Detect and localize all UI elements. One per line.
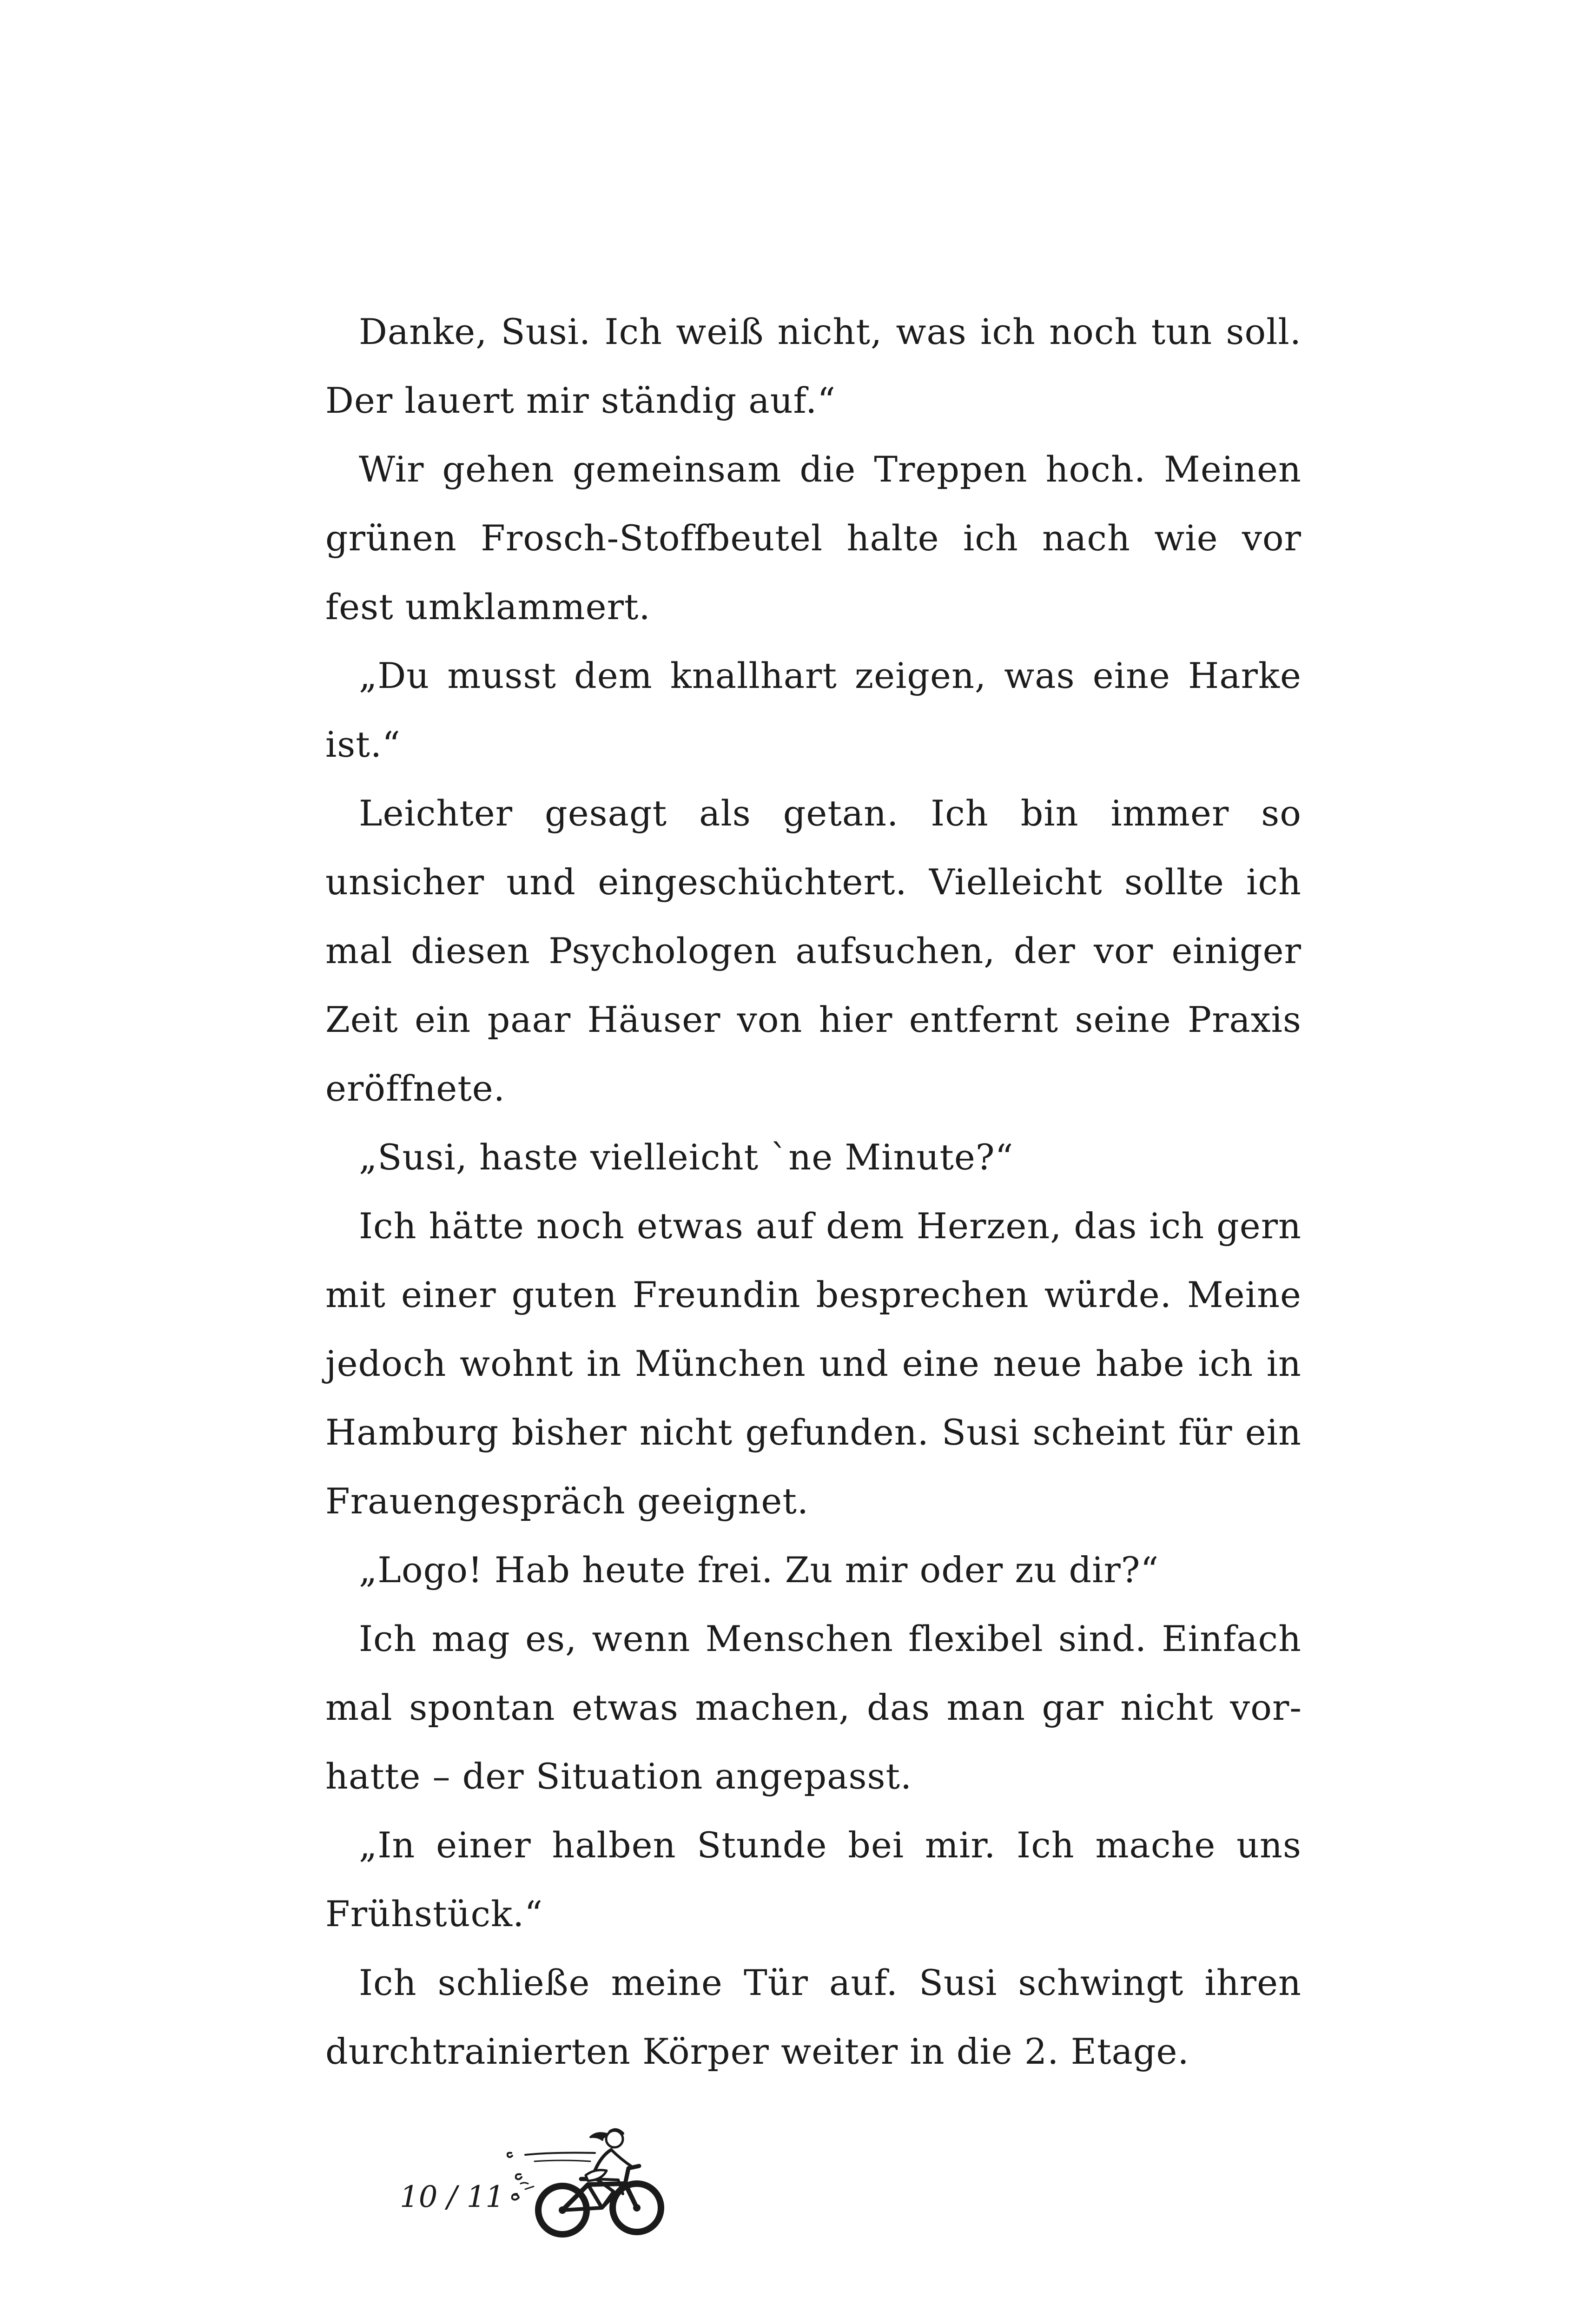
paragraph: „Du musst dem knallhart zeigen, was eine Harke ist.“ — [325, 655, 1301, 765]
paragraph: Danke, Susi. Ich weiß nicht, was ich noch tun soll. Der lauert mir ständig auf.“ — [325, 311, 1301, 421]
paragraph: Wir gehen gemeinsam die Treppen hoch. Meinen grünen Frosch-Stoffbeutel halte ich nach wie vor fest umklammert. — [325, 449, 1301, 627]
paragraph: „Logo! Hab heute frei. Zu mir oder zu dir?“ — [359, 1549, 1159, 1591]
paragraph: „In einer halben Stunde bei mir. Ich mache uns Frühstück.“ — [325, 1824, 1301, 1934]
paragraph: Ich schließe meine Tür auf. Susi schwingt ihren durchtrainierten Körper weiter in die 2. Etage. — [325, 1962, 1301, 2072]
paragraph: Ich hätte noch etwas auf dem Herzen, das ich gern mit einer guten Freundin besprechen würde. Meine jedoch wohnt in München und eine neue habe ich in Hamburg bisher nicht gefunden. Susi scheint für ein Frauengespräch geeignet. — [325, 1205, 1301, 1522]
paragraph: „Susi, haste vielleicht `ne Minute?“ — [359, 1136, 1014, 1178]
page-number: 10 / 11 — [400, 2180, 505, 2214]
paragraph: Leichter gesagt als getan. Ich bin immer so unsicher und eingeschüchtert. Vielleicht sollte ich mal diesen Psychologen aufsuchen, der vor einiger Zeit ein paar Häuser von hier entfernt seine Praxis eröffnete. — [325, 792, 1301, 1109]
paragraph: Ich mag es, wenn Menschen flexibel sind. Einfach mal spontan etwas machen, das man gar nicht vorhatte – der Situation angepasst. — [325, 1618, 1301, 1797]
girl-on-bicycle-icon — [507, 2124, 679, 2264]
page-footer — [400, 2124, 772, 2264]
body-text — [325, 297, 1301, 2086]
